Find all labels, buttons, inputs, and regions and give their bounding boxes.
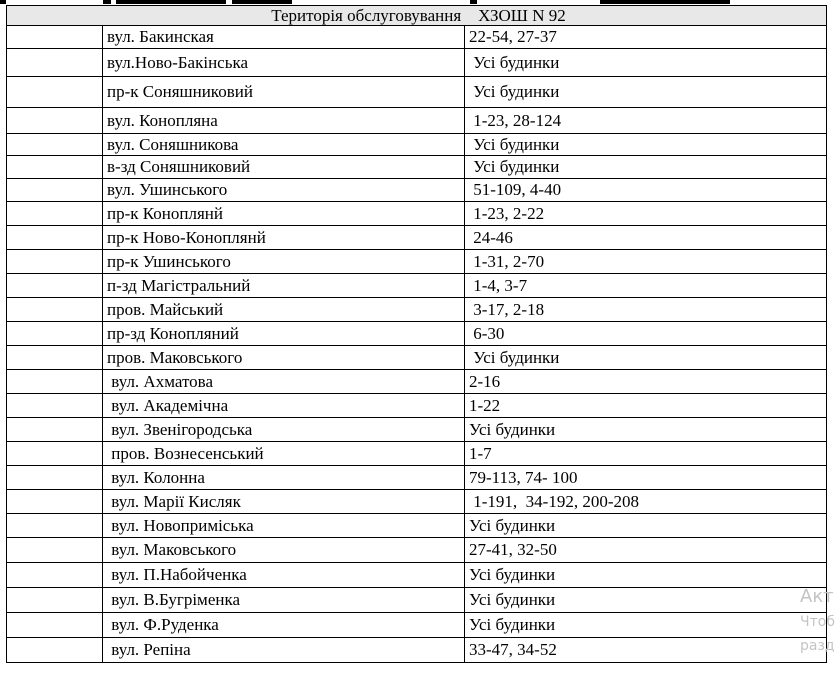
empty-cell <box>7 466 103 490</box>
empty-cell <box>7 613 103 638</box>
empty-cell <box>7 638 103 663</box>
houses-cell: Усі будинки <box>465 77 827 108</box>
empty-cell <box>7 298 103 322</box>
houses-cell: 1-23, 2-22 <box>465 202 827 226</box>
table-row <box>7 538 827 563</box>
houses-cell: 33-47, 34-52 <box>465 638 827 663</box>
houses-cell: Усі будинки <box>465 156 827 179</box>
empty-cell <box>7 202 103 226</box>
street-cell: вул. Ахматова <box>103 370 465 394</box>
houses-cell: 6-30 <box>465 322 827 346</box>
street-cell: пров. Майський <box>103 298 465 322</box>
houses-cell: Усі будинки <box>465 613 827 638</box>
street-cell: вул. Ушинського <box>103 179 465 202</box>
houses-cell: Усі будинки <box>465 418 827 442</box>
street-cell: вул. Соняшникова <box>103 134 465 156</box>
empty-cell <box>7 563 103 588</box>
empty-cell <box>7 26 103 49</box>
houses-cell: 1-31, 2-70 <box>465 250 827 274</box>
houses-cell: 1-22 <box>465 394 827 418</box>
table-row <box>7 77 827 108</box>
houses-cell: Усі будинки <box>465 514 827 538</box>
empty-cell <box>7 108 103 134</box>
table-row <box>7 202 827 226</box>
street-cell: вул. Репіна <box>103 638 465 663</box>
windows-activation-watermark-text: Чтоб <box>800 614 835 630</box>
street-cell: вул. Бакинская <box>103 26 465 49</box>
houses-cell: 22-54, 27-37 <box>465 26 827 49</box>
houses-cell: Усі будинки <box>465 49 827 77</box>
street-cell: вул.Ново-Бакінська <box>103 49 465 77</box>
houses-cell: Усі будинки <box>465 346 827 370</box>
houses-cell: 24-46 <box>465 226 827 250</box>
houses-cell: 3-17, 2-18 <box>465 298 827 322</box>
street-cell: пр-к Ушинського <box>103 250 465 274</box>
houses-cell: 27-41, 32-50 <box>465 538 827 563</box>
table-row <box>7 490 827 514</box>
empty-cell <box>7 538 103 563</box>
table-row <box>7 442 827 466</box>
table-row <box>7 514 827 538</box>
empty-cell <box>7 250 103 274</box>
windows-activation-watermark-text-2: разд <box>800 638 835 654</box>
empty-cell <box>7 588 103 613</box>
empty-cell <box>7 514 103 538</box>
table-row <box>7 613 827 638</box>
empty-cell <box>7 442 103 466</box>
empty-cell <box>7 49 103 77</box>
street-cell: вул. Новопримiська <box>103 514 465 538</box>
empty-cell <box>7 394 103 418</box>
table-row <box>7 108 827 134</box>
street-cell: вул. Конопляна <box>103 108 465 134</box>
houses-cell: 51-109, 4-40 <box>465 179 827 202</box>
street-cell: в-зд Соняшниковий <box>103 156 465 179</box>
houses-cell: Усі будинки <box>465 563 827 588</box>
empty-cell <box>7 418 103 442</box>
table-row <box>7 298 827 322</box>
street-cell: вул. П.Набойченка <box>103 563 465 588</box>
empty-cell <box>7 274 103 298</box>
empty-cell <box>7 346 103 370</box>
street-cell: вул. Академічна <box>103 394 465 418</box>
street-cell: вул. Маковського <box>103 538 465 563</box>
street-cell: вул. Колонна <box>103 466 465 490</box>
previous-table-border-fragment <box>0 0 840 4</box>
street-cell: вул. Марії Кисляк <box>103 490 465 514</box>
empty-cell <box>7 134 103 156</box>
empty-cell <box>7 226 103 250</box>
table-header-row <box>7 6 827 26</box>
street-cell: пр-к Коноплянй <box>103 202 465 226</box>
empty-cell <box>7 77 103 108</box>
territory-header: Територія обслуговування ХЗОШ N 92 <box>7 6 827 26</box>
table-row <box>7 49 827 77</box>
table-row <box>7 179 827 202</box>
houses-cell: 1-7 <box>465 442 827 466</box>
street-cell: пров. Вознесенський <box>103 442 465 466</box>
table-row <box>7 394 827 418</box>
table-row <box>7 26 827 49</box>
table-row <box>7 226 827 250</box>
empty-cell <box>7 179 103 202</box>
houses-cell: Усі будинки <box>465 588 827 613</box>
empty-cell <box>7 490 103 514</box>
table-row <box>7 274 827 298</box>
empty-cell <box>7 156 103 179</box>
empty-cell <box>7 370 103 394</box>
houses-cell: Усі будинки <box>465 134 827 156</box>
houses-cell: 1-191, 34-192, 200-208 <box>465 490 827 514</box>
street-cell: п-зд Магістральний <box>103 274 465 298</box>
table-row <box>7 156 827 179</box>
street-cell: пр-зд Конопляний <box>103 322 465 346</box>
empty-cell <box>7 322 103 346</box>
houses-cell: 2-16 <box>465 370 827 394</box>
table-row <box>7 588 827 613</box>
street-cell: вул. Звенігородська <box>103 418 465 442</box>
street-cell: вул. В.Бугріменка <box>103 588 465 613</box>
table-row <box>7 250 827 274</box>
houses-cell: 79-113, 74- 100 <box>465 466 827 490</box>
service-territory-table <box>6 5 827 663</box>
street-cell: пров. Маковського <box>103 346 465 370</box>
table-row <box>7 418 827 442</box>
table-row <box>7 638 827 663</box>
table-row <box>7 370 827 394</box>
table-row <box>7 346 827 370</box>
houses-cell: 1-23, 28-124 <box>465 108 827 134</box>
street-cell: пр-к Ново-Коноплянй <box>103 226 465 250</box>
street-cell: вул. Ф.Руденка <box>103 613 465 638</box>
table-row <box>7 466 827 490</box>
windows-activation-watermark-title: Акт <box>800 586 834 607</box>
houses-cell: 1-4, 3-7 <box>465 274 827 298</box>
table-row <box>7 563 827 588</box>
table-row <box>7 134 827 156</box>
table-row <box>7 322 827 346</box>
street-cell: пр-к Соняшниковий <box>103 77 465 108</box>
